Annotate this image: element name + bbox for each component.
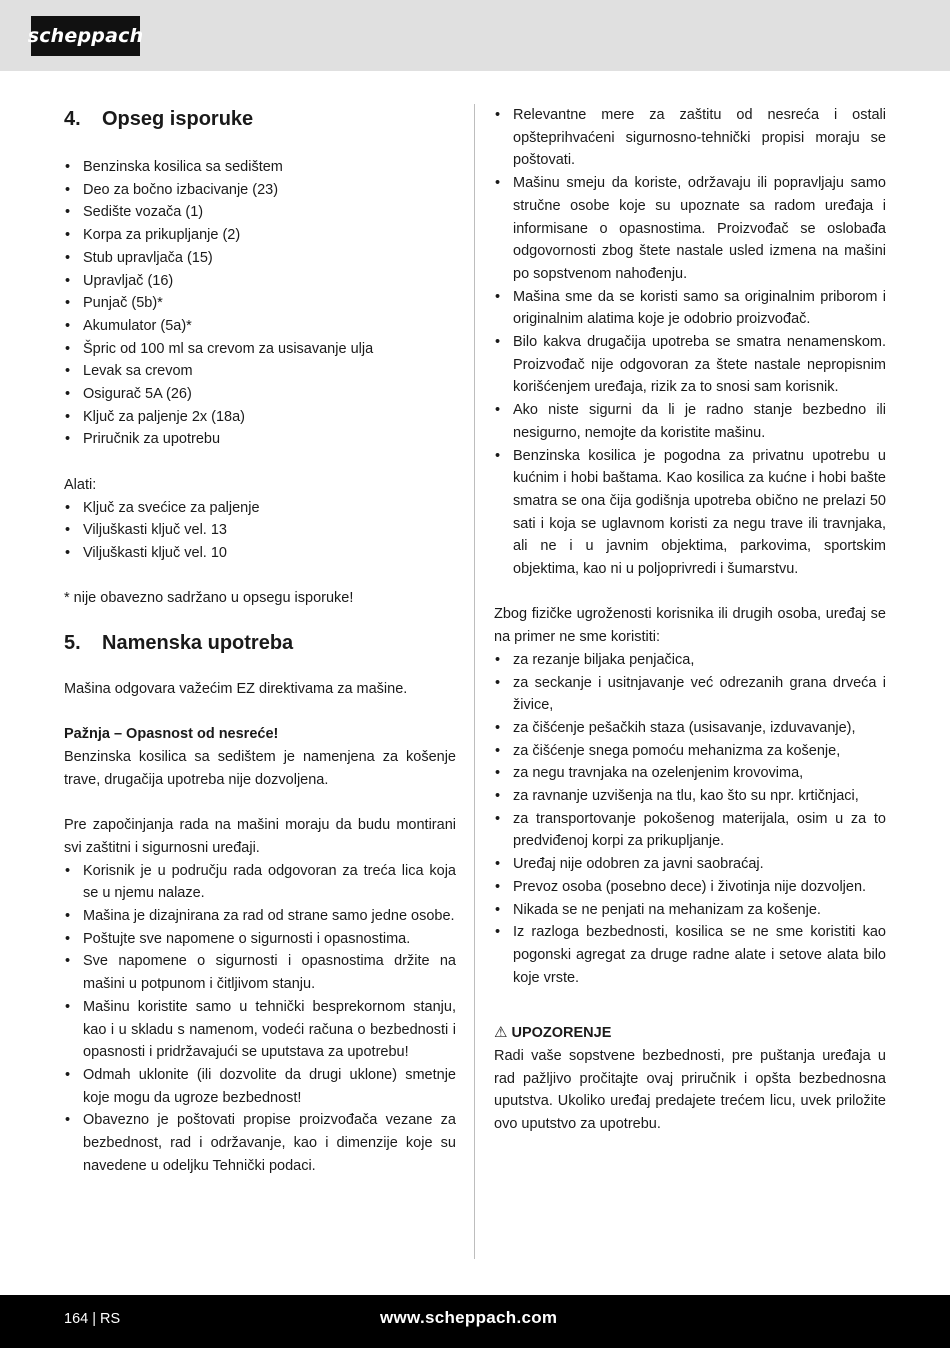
list-item: • za ravnanje uzvišenja na tlu, kao što su npr. krtičnjaci, xyxy=(494,785,886,808)
scheppach-logo: scheppach xyxy=(31,16,140,56)
list-item: • za rezanje biljaka penjačica, xyxy=(494,649,886,672)
list-item: • Korpa za prikupljanje (2) xyxy=(64,224,456,247)
safety-list xyxy=(64,860,456,1178)
list-item: • Priručnik za upotrebu xyxy=(64,428,456,451)
list-item: • Mašinu koristite samo u tehnički besprekornom stanju, kao i u skladu s namenom, vodeći računa o bezbednosti i opasnosti i pridržavajući se uputstava za upotrebu! xyxy=(64,996,456,1064)
list-item: • za negu travnjaka na ozelenjenim krovovima, xyxy=(494,762,886,785)
section-5-heading xyxy=(64,628,456,658)
section-4-heading xyxy=(64,104,456,134)
left-column xyxy=(64,104,456,1177)
website-link[interactable]: www.scheppach.com xyxy=(380,1308,558,1327)
section-number: 4. xyxy=(64,108,81,130)
warning-label: UPOZORENJE xyxy=(511,1025,612,1042)
footer-bar xyxy=(0,1295,950,1348)
list-item: • Upravljač (16) xyxy=(64,270,456,293)
list-item: • za čišćenje pešačkih staza (usisavanje, izduvavanje), xyxy=(494,717,886,740)
accident-warning-text: Benzinska kosilica sa sedištem je namenjena za košenje trave, drugačija upotreba nije dozvoljena. xyxy=(64,749,456,788)
intended-use-intro: Mašina odgovara važećim EZ direktivama za mašine. xyxy=(64,681,408,698)
tools-list xyxy=(64,497,456,565)
section-title: Namenska upotreba xyxy=(102,632,294,655)
list-item: • Deo za bočno izbacivanje (23) xyxy=(64,179,456,202)
list-item: • Ako niste sigurni da li je radno stanje bezbedno ili nesigurno, nemojte da koristite mašinu. xyxy=(494,399,886,444)
list-item: • Stub upravljača (15) xyxy=(64,247,456,270)
delivery-list xyxy=(64,156,456,451)
header-bar xyxy=(0,0,950,71)
section-title: Opseg isporuke xyxy=(102,108,254,130)
list-item: • Viljuškasti ključ vel. 13 xyxy=(64,519,456,542)
list-item: • Sve napomene o sigurnosti i opasnostima držite na mašini u potpunom i čitljivom stanju. xyxy=(64,950,456,995)
list-item: • Prevoz osoba (posebno dece) i životinja nije dozvoljen. xyxy=(494,876,886,899)
list-item: • Levak sa crevom xyxy=(64,360,456,383)
warning-triangle-icon: ⚠ xyxy=(494,1024,508,1042)
page-number: 164 | RS xyxy=(64,1311,121,1327)
optional-note: * nije obavezno sadržano u opsegu isporuke! xyxy=(64,590,354,607)
prohibited-uses-list xyxy=(494,649,886,990)
tools-label: Alati: xyxy=(64,476,97,493)
list-item: • Mašina sme da se koristi samo sa originalnim priborom i originalnim alatima koje je odobrio proizvođač. xyxy=(494,286,886,331)
warning-heading xyxy=(494,1022,886,1045)
column-divider xyxy=(474,104,475,1259)
accident-warning-title: Pažnja – Opasnost od nesreće! xyxy=(64,726,279,743)
list-item: • Benzinska kosilica je pogodna za privatnu upotrebu u kućnim i hobi baštama. Kao kosilica za kućne i hobi bašte smatra se ona čija godišnja upotreba obično ne prelazi 50 sati i koja se uglavnom koristi za negu trave ili travnjaka, ali ne i u javnim objektima, parkovima, sportskim objektima, kao ni u poljoprivredi i šumarstvu. xyxy=(494,445,886,581)
list-item: • Odmah uklonite (ili dozvolite da drugi uklone) smetnje koje mogu da ugroze bezbednost! xyxy=(64,1064,456,1109)
list-item: • Korisnik je u području rada odgovoran za treća lica koja se u njemu nalaze. xyxy=(64,860,456,905)
list-item: • Mašinu smeju da koriste, održavaju ili popravljaju samo stručne osobe koje su upoznate sa radom uređaja i informisane o opasnostima. Proizvođač se oslobađa odgovornosti zbog štete nastale usled izmena na mašini po sopstvenom nahođenju. xyxy=(494,172,886,286)
list-item: • Mašina je dizajnirana za rad od strane samo jedne osobe. xyxy=(64,905,456,928)
list-item: • za transportovanje pokošenog materijala, osim u za to predviđenoj korpi za prikupljanje. xyxy=(494,808,886,853)
list-item: • Ključ za svećice za paljenje xyxy=(64,497,456,520)
list-item: • Špric od 100 ml sa crevom za usisavanje ulja xyxy=(64,338,456,361)
list-item: • Viljuškasti ključ vel. 10 xyxy=(64,542,456,565)
list-item: • Poštujte sve napomene o sigurnosti i opasnostima. xyxy=(64,928,456,951)
warning-text: Radi vaše sopstvene bezbednosti, pre puštanja uređaja u rad pažljivo pročitajte ovaj priručnik i opšta bezbednosna uputstva. Ukoliko uređaj predajete trećem licu, uvek priložite ovo uputstvo za upotrebu. xyxy=(494,1047,886,1132)
list-item: • Obavezno je poštovati propise proizvođača vezane za bezbednost, rad i održavanje, kao i dimenzije koje su navedene u odeljku Tehnički podaci. xyxy=(64,1109,456,1177)
list-item: • Akumulator (5a)* xyxy=(64,315,456,338)
right-column xyxy=(494,104,886,1136)
list-item: • Bilo kakva drugačija upotreba se smatra nenamenskom. Proizvođač nije odgovoran za štete nastale nepropisnim korišćenjem uređaja, rizik za to snosi sam korisnik. xyxy=(494,331,886,399)
list-item: • Benzinska kosilica sa sedištem xyxy=(64,156,456,179)
list-item: • Uređaj nije odobren za javni saobraćaj. xyxy=(494,853,886,876)
section-number: 5. xyxy=(64,632,81,655)
pre-operation-text: Pre započinjanja rada na mašini moraju da budu montirani svi zaštitni i sigurnosni uređaji. xyxy=(64,817,456,856)
list-item: • Osigurač 5A (26) xyxy=(64,383,456,406)
list-item: • Sedište vozača (1) xyxy=(64,201,456,224)
list-item: • za seckanje i usitnjavanje već odrezanih grana drveća i živice, xyxy=(494,672,886,717)
safety-list-continued xyxy=(494,104,886,581)
prohibited-uses-intro: Zbog fizičke ugroženosti korisnika ili drugih osoba, uređaj se na primer ne sme koristiti: xyxy=(494,606,886,646)
list-item: • Relevantne mere za zaštitu od nesreća i ostali opšteprihvaćeni sigurnosno-tehnički propisi moraju se poštovati. xyxy=(494,104,886,172)
list-item: • za čišćenje snega pomoću mehanizma za košenje, xyxy=(494,740,886,763)
list-item: • Punjač (5b)* xyxy=(64,292,456,315)
list-item: • Nikada se ne penjati na mehanizam za košenje. xyxy=(494,899,886,922)
list-item: • Iz razloga bezbednosti, kosilica se ne sme koristiti kao pogonski agregat za druge radne alate i setove alata bilo koje vrste. xyxy=(494,921,886,989)
list-item: • Ključ za paljenje 2x (18a) xyxy=(64,406,456,429)
